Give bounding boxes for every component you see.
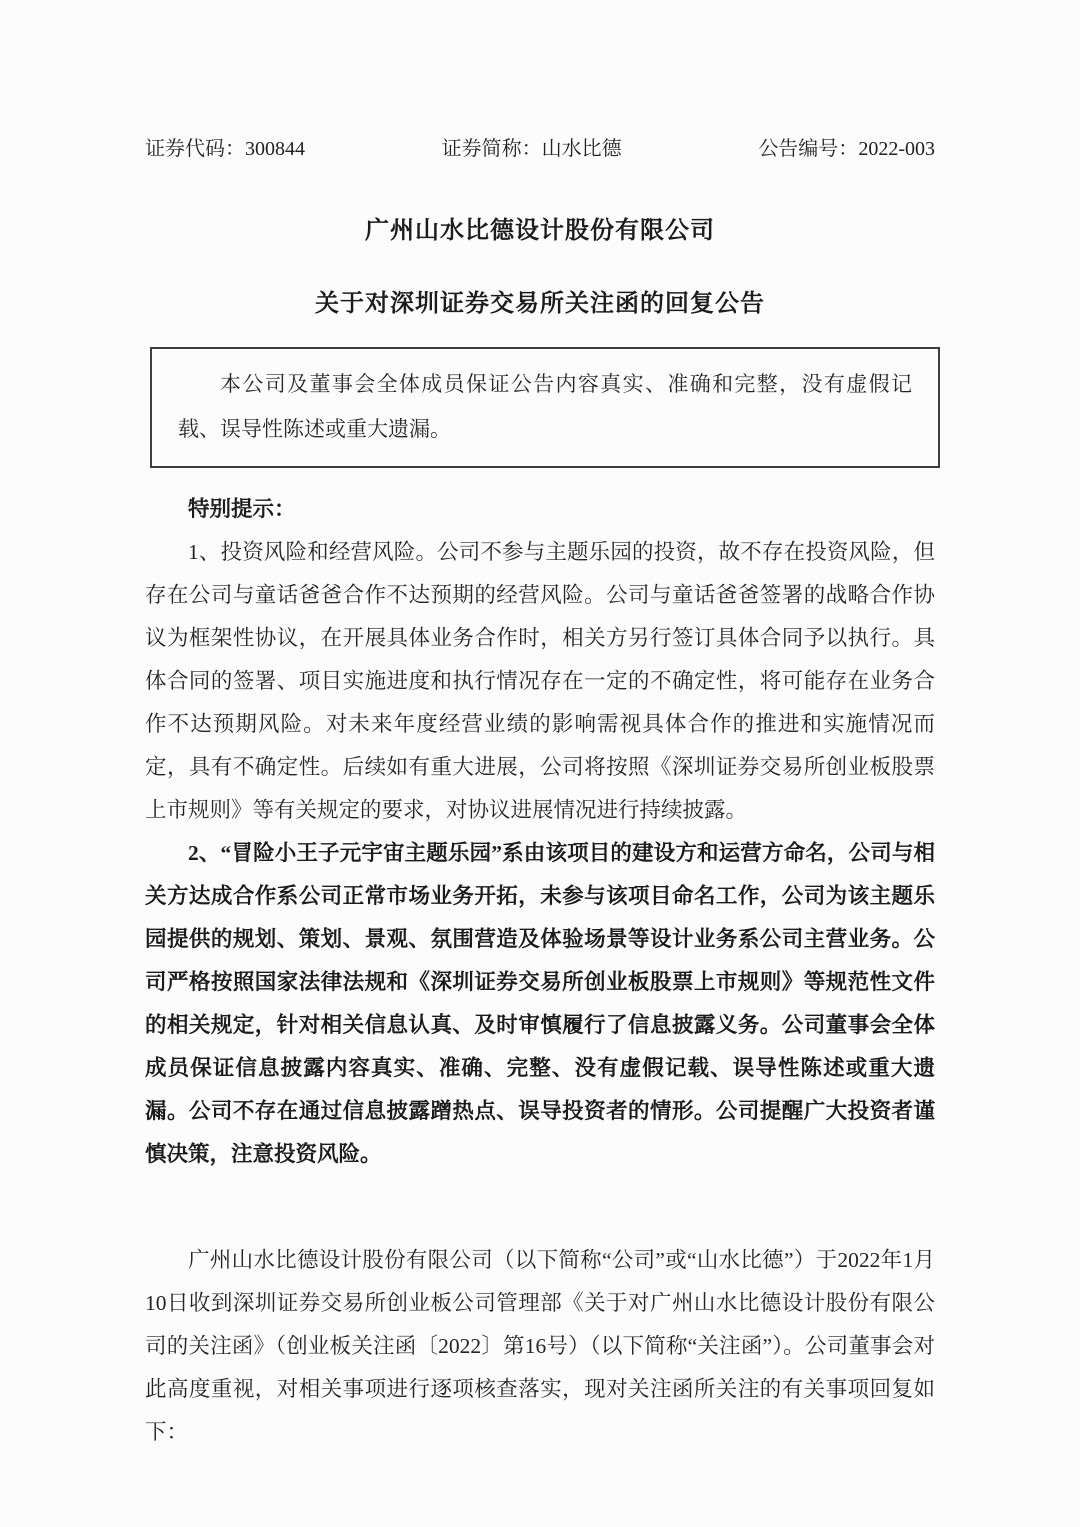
announcement-number <box>758 136 935 162</box>
declaration-text: 本公司及董事会全体成员保证公告内容真实、准确和完整，没有虚假记载、误导性陈述或重大遗漏。 <box>178 372 912 441</box>
announcement-title: 关于对深圳证券交易所关注函的回复公告 <box>315 291 765 317</box>
risk-paragraph-2: 2、“冒险小王子元宇宙主题乐园”系由该项目的建设方和运营方命名，公司与相关方达成合作系公司正常市场业务开拓，未参与该项目命名工作，公司为该主题乐园提供的规划、策划、景观、氛围营造及体验场景等设计业务系公司主营业务。公司严格按照国家法律法规和《深圳证券交易所创业板股票上市规则》等规范性文件的相关规定，针对相关信息认真、及时审慎履行了信息披露义务。公司董事会全体成员保证信息披露内容真实、准确、完整、没有虚假记载、误导性陈述或重大遗漏。公司不存在通过信息披露蹭热点、误导投资者的情形。公司提醒广大投资者谨慎决策，注意投资风险。 <box>145 841 935 1166</box>
special-notice-heading: 特别提示： <box>188 497 296 521</box>
risk-paragraph-1: 1、投资风险和经营风险。公司不参与主题乐园的投资，故不存在投资风险，但存在公司与童话爸爸合作不达预期的经营风险。公司与童话爸爸签署的战略合作协议为框架性协议，在开展具体业务合作时，相关方另行签订具体合同予以执行。具体合同的签署、项目实施进度和执行情况存在一定的不确定性，将可能存在业务合作不达预期风险。对未来年度经营业绩的影响需视具体合作的推进和实施情况而定，具有不确定性。后续如有重大进展，公司将按照《深圳证券交易所创业板股票上市规则》等有关规定的要求，对协议进展情况进行持续披露。 <box>145 540 935 822</box>
stock-name <box>442 136 622 162</box>
company-name-title: 广州山水比德设计股份有限公司 <box>365 218 715 244</box>
announcement-number-label: 公告编号： <box>758 138 859 160</box>
stock-code-value: 300844 <box>245 138 305 160</box>
stock-code <box>145 136 305 162</box>
intro-paragraph: 广州山水比德设计股份有限公司（以下简称“公司”或“山水比德”）于2022年1月10日收到深圳证券交易所创业板公司管理部《关于对广州山水比德设计股份有限公司的关注函》（创业板关注函〔2022〕第16号）（以下简称“关注函”）。公司董事会对此高度重视，对相关事项进行逐项核查落实，现对关注函所关注的有关事项回复如下： <box>145 1248 935 1444</box>
stock-name-value: 山水比德 <box>541 138 622 160</box>
announcement-number-value: 2022-003 <box>858 138 935 160</box>
stock-name-label: 证券简称： <box>441 138 542 160</box>
document-header <box>145 0 935 162</box>
declaration-box <box>150 347 940 468</box>
stock-code-label: 证券代码： <box>145 138 245 160</box>
